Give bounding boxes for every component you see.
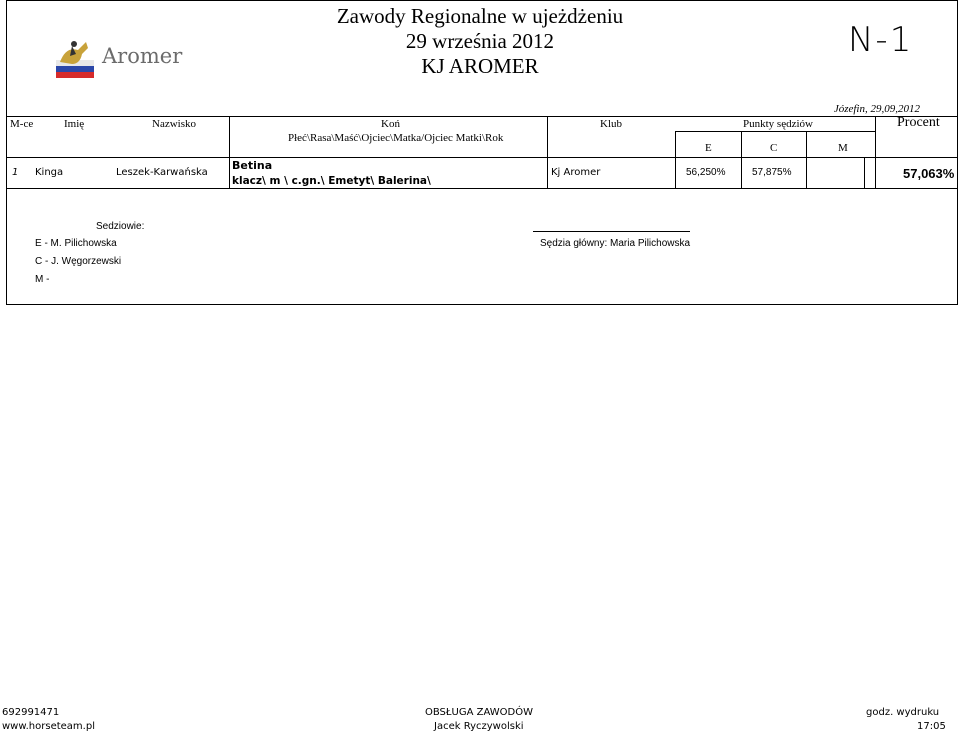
row-horse-name: Betina (232, 159, 273, 172)
header-percent: Procent (897, 115, 940, 130)
header-judge-m: M (838, 142, 848, 154)
col-divider-m (806, 131, 807, 188)
row-horse-info: klacz\ m \ c.gn.\ Emetyt\ Balerina\ (232, 175, 431, 187)
judge-c: C - J. Węgorzewski (35, 256, 122, 267)
header-judge-c: C (770, 142, 778, 154)
col-divider-club (547, 116, 548, 188)
col-divider-percent (875, 116, 876, 188)
table-top-line (6, 116, 958, 117)
row-score-e: 56,250% (686, 167, 726, 178)
row-first-name: Kinga (35, 167, 64, 178)
class-code: N-1 (848, 20, 914, 60)
table-header-bottom-line (6, 157, 958, 158)
event-venue: KJ AROMER (421, 54, 539, 78)
row-last-name: Leszek-Karwańska (116, 167, 208, 178)
logo-text: Aromer (102, 44, 183, 68)
header-place: M-ce (10, 118, 34, 130)
judges-heading: Sedziowie: (96, 221, 145, 232)
event-date: 29 września 2012 (405, 29, 555, 53)
footer-service-label: OBSŁUGA ZAWODÓW (425, 707, 533, 718)
header-first-name: Imię (64, 118, 85, 130)
header-last-name: Nazwisko (152, 118, 196, 130)
signature-line (533, 231, 690, 232)
aromer-logo (52, 38, 187, 82)
judge-m: M - (35, 274, 50, 285)
row-place: 1 (12, 167, 19, 178)
head-judge: Sędzia główny: Maria Pilichowska (540, 238, 691, 249)
header-club: Klub (600, 118, 622, 130)
col-divider-m2 (864, 157, 865, 188)
row-percent: 57,063% (903, 166, 955, 181)
footer-website: www.horseteam.pl (2, 721, 95, 732)
header-judge-e: E (705, 142, 712, 154)
header-horse-details: Płeć\Rasa\Maść\Ojciec\Matka/Ojciec Matki\Rok (288, 132, 504, 144)
col-divider-e (675, 131, 676, 188)
judges-subheader-line (675, 131, 875, 132)
footer-print-time: 17:05 (917, 721, 946, 732)
judge-e: E - M. Pilichowska (35, 238, 117, 249)
footer-print-time-label: godz. wydruku (866, 707, 940, 718)
col-divider-horse (229, 116, 230, 188)
col-divider-c (741, 131, 742, 188)
event-title: Zawody Regionalne w ujeżdżeniu (336, 4, 624, 28)
footer-phone: 692991471 (2, 707, 60, 718)
row-club: Kj Aromer (551, 167, 601, 178)
header-horse: Koń (381, 118, 400, 130)
header-judges-points: Punkty sędziów (743, 118, 813, 130)
footer-service-name: Jacek Ryczywolski (434, 721, 524, 732)
table-row-bottom-line (6, 188, 958, 189)
row-score-c: 57,875% (752, 167, 792, 178)
place-date: Józefin, 29,09,2012 (833, 103, 920, 115)
